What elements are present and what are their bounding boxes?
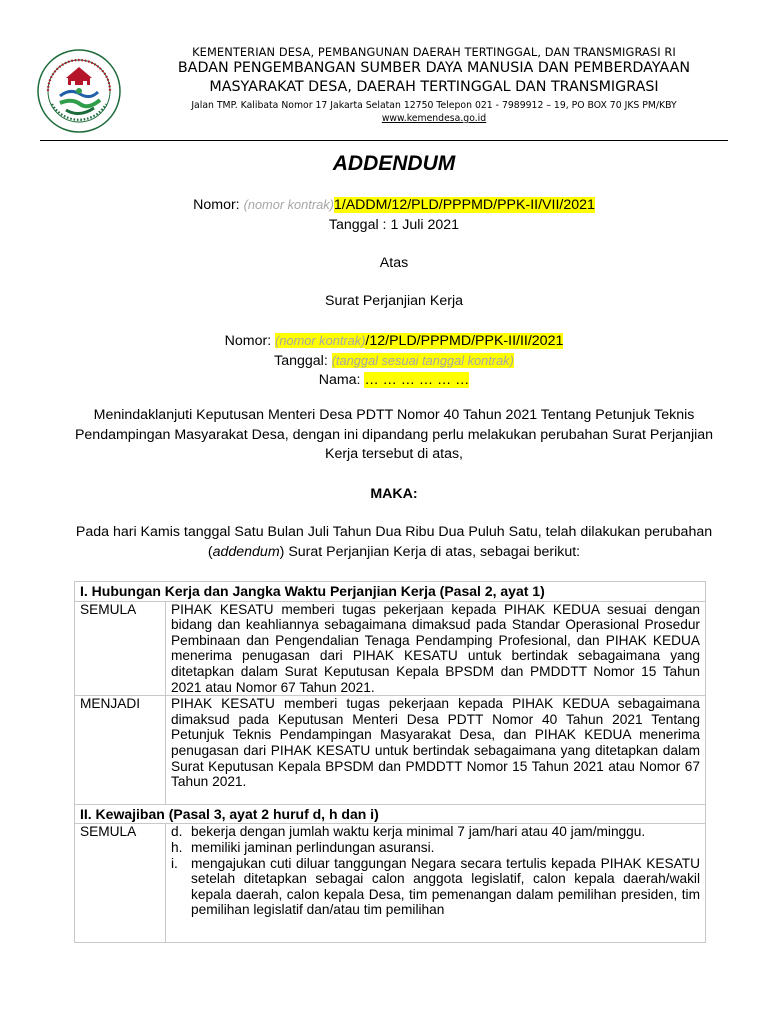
- table-row: [75, 824, 706, 943]
- table-row: [75, 601, 706, 696]
- section2-semula-label: SEMULA: [75, 824, 166, 943]
- atas-line: Atas: [379, 255, 409, 271]
- ministry-name: KEMENTERIAN DESA, PEMBANGUNAN DAERAH TERTINGGAL, DAN TRANSMIGRASI RI: [192, 45, 676, 59]
- list-item-text: bekerja dengan jumlah waktu kerja minimal 7 jam/hari atau 40 jam/minggu.: [191, 824, 646, 840]
- amendment-table: [74, 581, 706, 943]
- section1-menjadi-label: MENJADI: [75, 696, 166, 805]
- document-title: ADDENDUM: [332, 152, 456, 175]
- ref-nama-value: … … … … … …: [364, 372, 470, 388]
- nomor-value: 1/ADDM/12/PLD/PPPMD/PPK-II/VII/2021: [333, 197, 595, 213]
- nomor-label: Nomor:: [193, 197, 244, 213]
- addendum-date-line: Tanggal : 1 Juli 2021: [328, 217, 460, 233]
- section2-semula-cell: [166, 824, 706, 943]
- section1-semula-label: SEMULA: [75, 601, 166, 696]
- list-item: [171, 840, 700, 856]
- opening-text-part2: ) Surat Perjanjian Kerja di atas, sebagai berikut:: [279, 543, 581, 560]
- table-row: [75, 696, 706, 805]
- ref-nama-label: Nama:: [318, 372, 365, 388]
- list-marker: i.: [171, 855, 178, 871]
- list-item: [171, 856, 700, 918]
- table-row: [75, 804, 706, 824]
- ref-tanggal-label: Tanggal:: [274, 353, 332, 369]
- kemendesa-logo-icon: [36, 48, 122, 134]
- section2-items-list: [171, 824, 700, 942]
- opening-text-italic: addendum: [212, 543, 280, 560]
- ref-tanggal-placeholder: (tanggal sesuai tanggal kontrak): [331, 353, 514, 368]
- section2-title: II. Kewajiban (Pasal 3, ayat 2 huruf d, h dan i): [75, 804, 706, 824]
- letterhead-divider: [40, 140, 728, 141]
- reference-date-line: [0, 351, 768, 371]
- reference-name-line: [0, 371, 768, 390]
- subject-line: Surat Perjanjian Kerja: [324, 293, 463, 309]
- list-item: [171, 824, 700, 840]
- agency-address: Jalan TMP. Kalibata Nomor 17 Jakarta Selatan 12750 Telepon 021 - 7989912 – 19, PO BOX 70 JKS PM/KBY: [191, 100, 677, 111]
- list-item-text: mengajukan cuti diluar tanggungan Negara secara tertulis kepada PIHAK KESATU setelah ditetapkan sebagai calon anggota legislatif, calon kepala daerah/wakil kepala daerah, calon kepala Desa, tim pemenangan dalam pemilihan presiden, tim pemilihan legislatif dan/atau tim pemilihan: [191, 855, 700, 918]
- opening-text-part1: Pada hari Kamis tanggal Satu Bulan Juli Tahun Dua Ribu Dua Puluh Satu, telah dilakukan perubahan (: [75, 524, 713, 560]
- list-marker: h.: [171, 839, 183, 855]
- intro-paragraph: Menindaklanjuti Keputusan Menteri Desa PDTT Nomor 40 Tahun 2021 Tentang Petunjuk Teknis Pendampingan Masyarakat Desa, dengan ini dipandang perlu melakukan perubahan Surat Perjanjian Kerja tersebut di atas,: [74, 407, 714, 462]
- addendum-number-line: [0, 195, 768, 215]
- nomor-placeholder: (nomor kontrak): [243, 197, 334, 212]
- table-row: [75, 582, 706, 602]
- section1-semula-text: PIHAK KESATU memberi tugas pekerjaan kepada PIHAK KEDUA sesuai dengan bidang dan keahliannya sebagaimana dimaksud pada Standar Operasional Prosedur Pembinaan dan Pengendalian Tenaga Pendamping Profesional, dan PIHAK KEDUA menerima penugasan dari PIHAK KESATU untuk bertindak sebagaimana yang ditetapkan dalam Surat Keputusan Kepala BPSDM dan PMDDTT Nomor 15 Tahun 2021 atau Nomor 67 Tahun 2021.: [166, 601, 706, 696]
- opening-paragraph: [70, 523, 718, 562]
- ref-nomor-placeholder: (nomor kontrak): [275, 333, 366, 348]
- list-marker: d.: [171, 824, 183, 840]
- ref-nomor-value: /12/PLD/PPPMD/PPK-II/II/2021: [365, 333, 564, 349]
- ref-nomor-label: Nomor:: [224, 333, 276, 349]
- section1-menjadi-text: PIHAK KESATU memberi tugas pekerjaan kepada PIHAK KEDUA sebagaimana dimaksud pada Keputusan Menteri Desa PDTT Nomor 40 Tahun 2021 Tentang Petunjuk Teknis Pendampingan Masyarakat Desa, dan PIHAK KEDUA menerima penugasan dari PIHAK KESATU untuk bertindak sebagaimana yang ditetapkan dalam Surat Keputusan Kepala BPSDM dan PMDDTT Nomor 15 Tahun 2021 atau Nomor 67 Tahun 2021.: [166, 696, 706, 805]
- reference-number-line: [0, 331, 768, 351]
- letterhead-text: [134, 45, 734, 125]
- letterhead: [0, 38, 768, 138]
- section1-title: I. Hubungan Kerja dan Jangka Waktu Perjanjian Kerja (Pasal 2, ayat 1): [75, 582, 706, 602]
- agency-website-link[interactable]: www.kemendesa.go.id: [381, 113, 487, 124]
- list-item-text: memiliki jaminan perlindungan asuransi.: [191, 839, 435, 855]
- agency-name-line1: BADAN PENGEMBANGAN SUMBER DAYA MANUSIA DAN PEMBERDAYAAN: [177, 60, 691, 76]
- agency-name-line2: MASYARAKAT DESA, DAERAH TERTINGGAL DAN TRANSMIGRASI: [209, 79, 659, 95]
- maka-heading: MAKA:: [370, 486, 418, 502]
